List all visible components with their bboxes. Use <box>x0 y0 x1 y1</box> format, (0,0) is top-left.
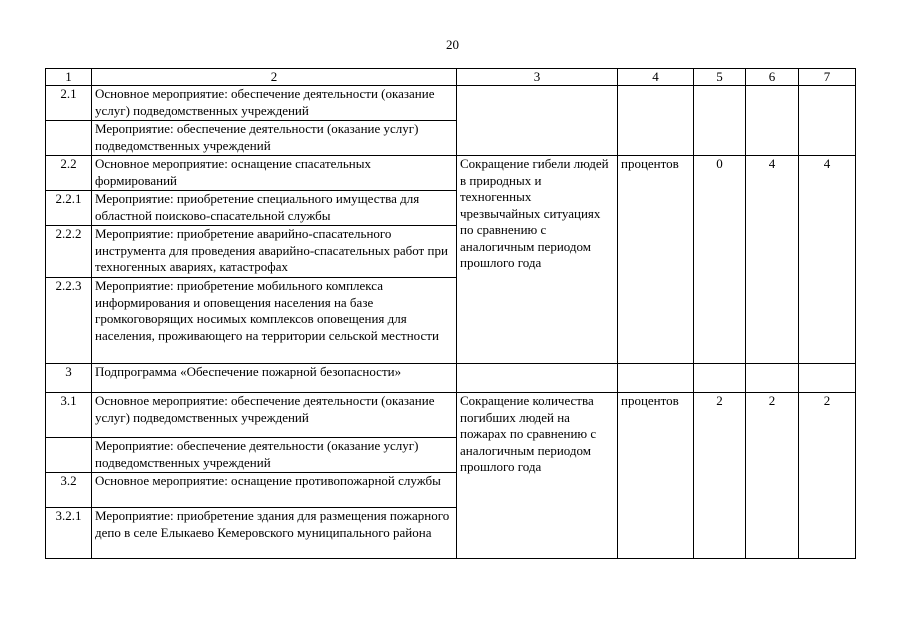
header-cell-5: 5 <box>694 69 746 86</box>
row-number: 3.1 <box>46 393 92 438</box>
indicator-value-col5: 2 <box>694 393 746 559</box>
indicator-value-col6: 2 <box>746 393 799 559</box>
row-text: Основное мероприятие: обеспечение деятельности (оказание услуг) подведомственных учреждений <box>92 393 457 438</box>
indicator-value-col7: 2 <box>799 393 856 559</box>
indicator-name: Сокращение гибели людей в природных и техногенных чрезвычайных ситуациях по сравнению с аналогичным периодом прошлого года <box>457 156 618 364</box>
row-number: 2.2.3 <box>46 278 92 364</box>
row-number: 2.1 <box>46 86 92 121</box>
header-cell-1: 1 <box>46 69 92 86</box>
row-text: Мероприятие: приобретение здания для размещения пожарного депо в селе Елыкаево Кемеровского муниципального района <box>92 508 457 559</box>
value-empty <box>746 86 799 156</box>
row-text: Основное мероприятие: обеспечение деятельности (оказание услуг) подведомственных учреждений <box>92 86 457 121</box>
row-number: 3.2 <box>46 473 92 508</box>
header-cell-4: 4 <box>618 69 694 86</box>
header-cell-6: 6 <box>746 69 799 86</box>
table-row <box>46 393 856 438</box>
indicator-unit: процентов <box>618 393 694 559</box>
value-empty <box>799 364 856 393</box>
row-number <box>46 121 92 156</box>
value-empty <box>799 86 856 156</box>
header-cell-2: 2 <box>92 69 457 86</box>
row-number: 3 <box>46 364 92 393</box>
row-text: Подпрограмма «Обеспечение пожарной безопасности» <box>92 364 457 393</box>
row-text: Основное мероприятие: оснащение противопожарной службы <box>92 473 457 508</box>
header-cell-7: 7 <box>799 69 856 86</box>
row-text: Мероприятие: приобретение специального имущества для областной поисково-спасательной службы <box>92 191 457 226</box>
row-text: Мероприятие: приобретение мобильного комплекса информирования и оповещения населения на базе громкоговорящих носимых комплексов оповещения для населения, проживающего на территории сельской местности <box>92 278 457 364</box>
unit-empty <box>618 364 694 393</box>
header-cell-3: 3 <box>457 69 618 86</box>
row-number: 2.2.2 <box>46 226 92 278</box>
indicator-name: Сокращение количества погибших людей на пожарах по сравнению с аналогичным периодом прошлого года <box>457 393 618 559</box>
row-text: Мероприятие: приобретение аварийно-спасательного инструмента для проведения аварийно-спасательных работ при техногенных авариях, катастрофах <box>92 226 457 278</box>
value-empty <box>746 364 799 393</box>
indicator-empty <box>457 86 618 156</box>
program-table <box>45 68 856 559</box>
value-empty <box>694 86 746 156</box>
row-text: Мероприятие: обеспечение деятельности (оказание услуг) подведомственных учреждений <box>92 121 457 156</box>
row-text: Мероприятие: обеспечение деятельности (оказание услуг) подведомственных учреждений <box>92 438 457 473</box>
indicator-empty <box>457 364 618 393</box>
page-number: 20 <box>446 37 459 52</box>
row-number: 3.2.1 <box>46 508 92 559</box>
indicator-value-col7: 4 <box>799 156 856 364</box>
row-text: Основное мероприятие: оснащение спасательных формирований <box>92 156 457 191</box>
indicator-unit: процентов <box>618 156 694 364</box>
table-header-row <box>46 69 856 86</box>
indicator-value-col6: 4 <box>746 156 799 364</box>
row-number: 2.2.1 <box>46 191 92 226</box>
table-row <box>46 156 856 191</box>
table-row <box>46 86 856 121</box>
value-empty <box>694 364 746 393</box>
indicator-value-col5: 0 <box>694 156 746 364</box>
table-row <box>46 364 856 393</box>
row-number <box>46 438 92 473</box>
row-number: 2.2 <box>46 156 92 191</box>
unit-empty <box>618 86 694 156</box>
